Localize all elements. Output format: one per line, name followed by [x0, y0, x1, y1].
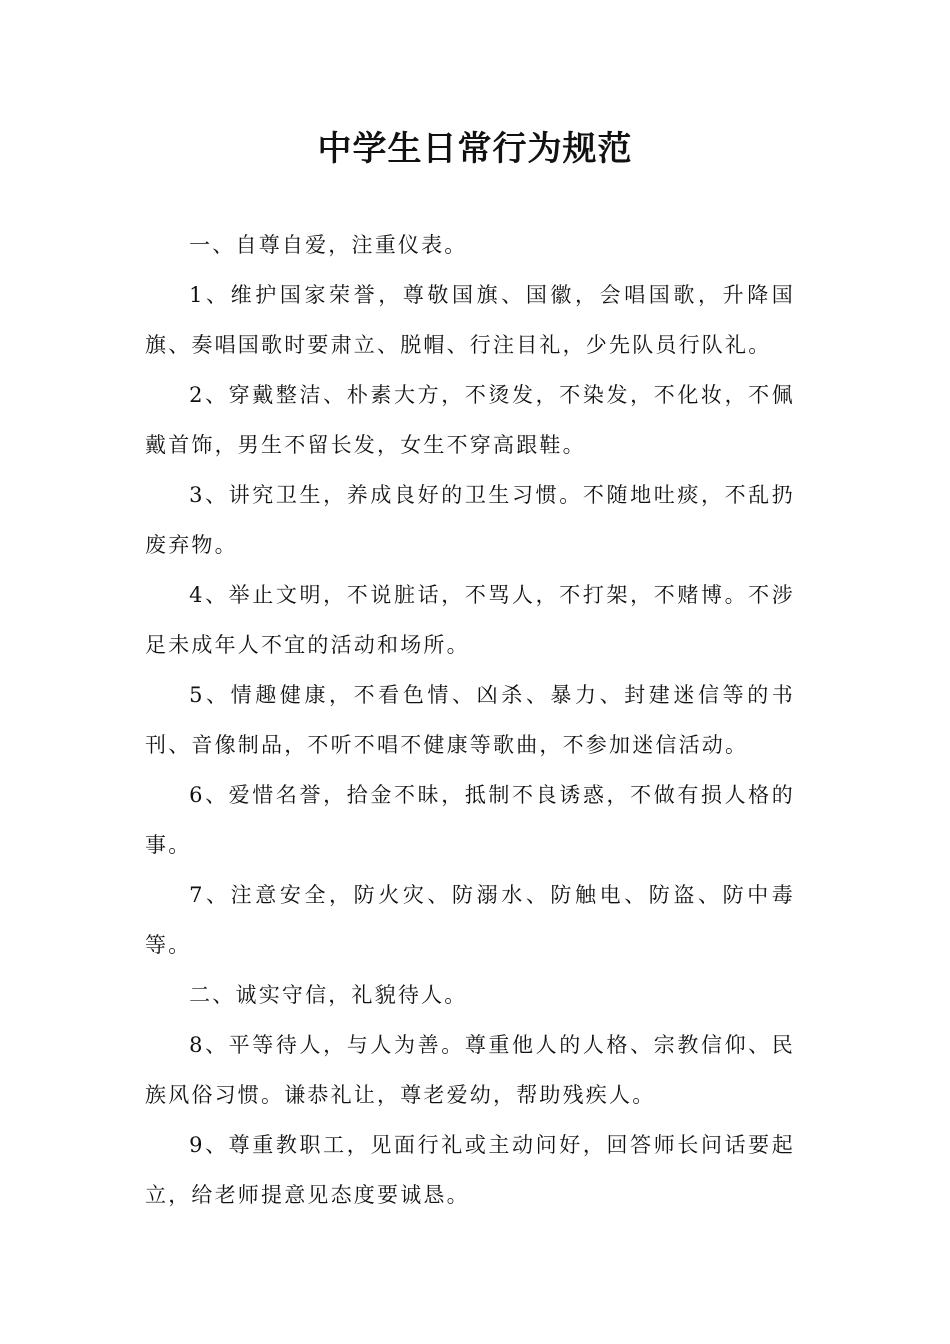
- rule-paragraph-5: 5、情趣健康，不看色情、凶杀、暴力、封建迷信等的书刊、音像制品，不听不唱不健康等歌曲，不参加迷信活动。: [145, 683, 795, 757]
- rule-paragraph-8: 8、平等待人，与人为善。尊重他人的人格、宗教信仰、民族风俗习惯。谦恭礼让，尊老爱幼，帮助残疾人。: [145, 1033, 795, 1107]
- rule-paragraph-7: 7、注意安全，防火灾、防溺水、防触电、防盗、防中毒等。: [145, 883, 795, 957]
- section-heading-1: 一、自尊自爱，注重仪表。: [189, 233, 468, 257]
- rule-paragraph-3: 3、讲究卫生，养成良好的卫生习惯。不随地吐痰，不乱扔废弃物。: [145, 483, 795, 557]
- rule-paragraph-2: 2、穿戴整洁、朴素大方，不烫发，不染发，不化妆，不佩戴首饰，男生不留长发，女生不穿高跟鞋。: [145, 383, 795, 457]
- rule-paragraph-4: 4、举止文明，不说脏话，不骂人，不打架，不赌博。不涉足未成年人不宜的活动和场所。: [145, 583, 795, 657]
- document-title: 中学生日常行为规范: [317, 129, 633, 169]
- rule-paragraph-9: 9、尊重教职工，见面行礼或主动问好，回答师长问话要起立，给老师提意见态度要诚恳。: [145, 1133, 795, 1207]
- rule-paragraph-1: 1、维护国家荣誉，尊敬国旗、国徽，会唱国歌，升降国旗、奏唱国歌时要肃立、脱帽、行注目礼，少先队员行队礼。: [145, 283, 795, 357]
- section-heading-2: 二、诚实守信，礼貌待人。: [189, 983, 468, 1007]
- rule-paragraph-6: 6、爱惜名誉，拾金不昧，抵制不良诱惑，不做有损人格的事。: [145, 783, 795, 857]
- document-body: [145, 220, 795, 1220]
